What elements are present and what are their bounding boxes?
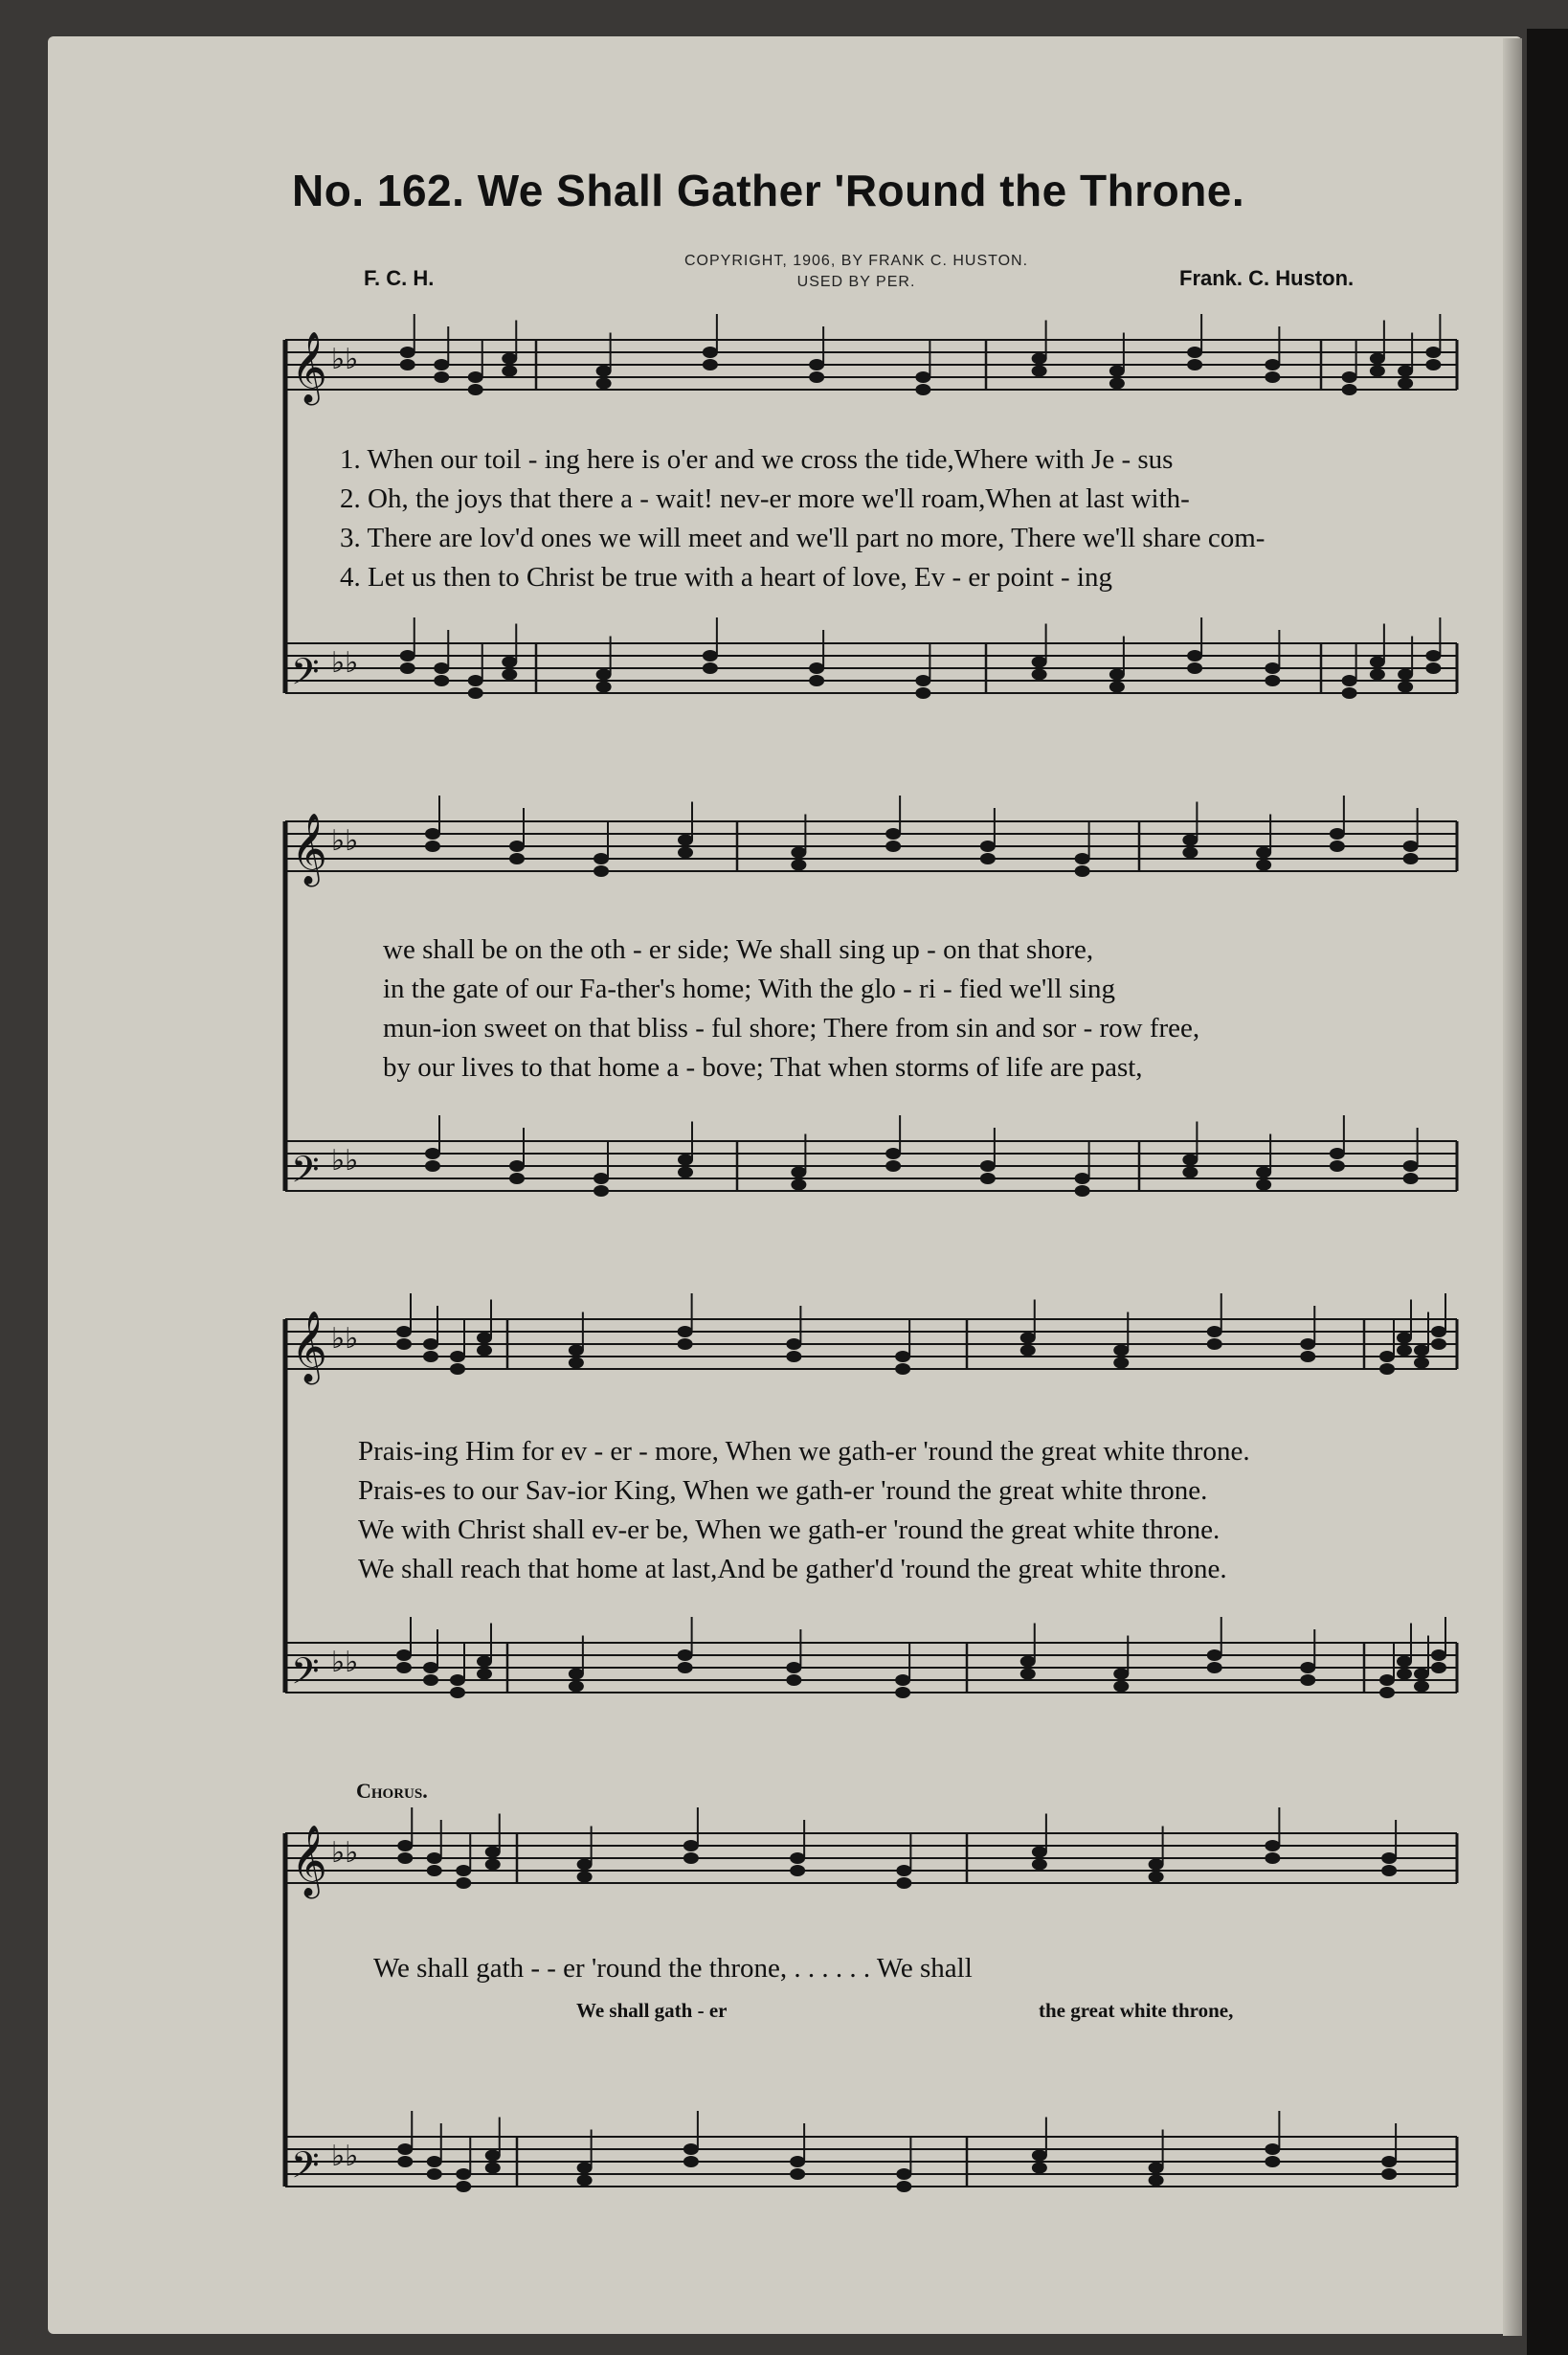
note-head — [594, 1185, 609, 1197]
note-head — [895, 1351, 910, 1362]
note-head — [791, 860, 806, 871]
note-head — [1182, 1167, 1198, 1178]
note-head — [1370, 669, 1385, 681]
note-head — [509, 1160, 525, 1172]
note-head — [1342, 371, 1357, 383]
note-head — [434, 371, 449, 383]
note-head — [1032, 1847, 1047, 1858]
treble-clef: 𝄞 — [291, 814, 327, 885]
note-head — [1075, 865, 1090, 877]
verse-2-line: in the gate of our Fa-ther's home; With the glo - ri - fied we'll sing — [383, 974, 1115, 1004]
note-head — [1342, 687, 1357, 699]
note-head — [915, 675, 930, 686]
note-head — [596, 366, 612, 377]
note-head — [423, 1338, 438, 1350]
note-head — [1397, 1669, 1412, 1680]
note-head — [790, 1852, 805, 1864]
note-head — [456, 1877, 471, 1889]
note-head — [1300, 1338, 1315, 1350]
note-head — [1149, 2163, 1164, 2174]
note-head — [502, 366, 517, 377]
note-head — [1370, 353, 1385, 365]
note-head — [1265, 662, 1280, 674]
note-head — [477, 1333, 492, 1344]
note-head — [1398, 669, 1413, 681]
note-head — [397, 2156, 413, 2167]
chorus-lyrics: We shall gath - - er 'round the throne, . . . . . . We shall — [373, 1953, 973, 1984]
note-head — [1265, 371, 1280, 383]
treble-clef: 𝄞 — [291, 332, 327, 403]
note-head — [703, 359, 718, 370]
note-head — [1379, 1687, 1395, 1698]
bass-clef: 𝄢 — [291, 1649, 320, 1701]
note-head — [1113, 1357, 1129, 1369]
note-head — [1342, 675, 1357, 686]
note-head — [477, 1345, 492, 1357]
note-head — [423, 1674, 438, 1686]
note-head — [594, 865, 609, 877]
note-head — [423, 1662, 438, 1673]
note-head — [450, 1687, 465, 1698]
verse-1-line: 1. When our toil - ing here is o'er and we cross the tide,Where with Je - sus — [340, 444, 1174, 475]
note-head — [1187, 347, 1202, 358]
note-head — [1398, 682, 1413, 693]
note-head — [400, 347, 415, 358]
note-head — [577, 1872, 593, 1883]
note-head — [434, 662, 449, 674]
chorus-bass-lyrics: We shall gath - er — [576, 1999, 728, 2022]
composer-credit: Frank. C. Huston. — [1179, 266, 1355, 290]
key-signature: ♭♭ — [331, 1322, 359, 1356]
note-head — [703, 347, 718, 358]
note-head — [1256, 860, 1271, 871]
key-signature: ♭♭ — [331, 343, 359, 376]
note-head — [915, 384, 930, 395]
note-head — [809, 675, 824, 686]
note-head — [400, 662, 415, 674]
note-head — [896, 1865, 911, 1876]
note-head — [683, 2143, 699, 2155]
note-head — [468, 371, 483, 383]
note-head — [456, 1865, 471, 1876]
key-signature: ♭♭ — [331, 2140, 359, 2173]
note-head — [683, 1852, 699, 1864]
note-head — [468, 675, 483, 686]
note-head — [1256, 1167, 1271, 1178]
note-head — [1149, 2175, 1164, 2187]
note-head — [569, 1345, 584, 1357]
note-head — [1182, 835, 1198, 846]
note-head — [1379, 1351, 1395, 1362]
key-signature: ♭♭ — [331, 1144, 359, 1178]
note-head — [1149, 1859, 1164, 1871]
note-head — [1381, 1865, 1397, 1876]
note-head — [577, 2163, 593, 2174]
note-head — [450, 1674, 465, 1686]
note-head — [1414, 1669, 1429, 1680]
note-head — [1342, 384, 1357, 395]
note-head — [427, 1865, 442, 1876]
note-head — [1113, 1345, 1129, 1357]
note-head — [569, 1357, 584, 1369]
note-head — [425, 841, 440, 852]
note-head — [1265, 1852, 1280, 1864]
note-head — [396, 1662, 412, 1673]
note-head — [1379, 1363, 1395, 1375]
note-head — [450, 1351, 465, 1362]
note-head — [1431, 1649, 1446, 1661]
permission-line: USED BY PER. — [796, 274, 916, 290]
note-head — [786, 1674, 801, 1686]
verse-4-line: 4. Let us then to Christ be true with a heart of love, Ev - er point - ing — [340, 562, 1112, 593]
note-head — [427, 1852, 442, 1864]
note-head — [1265, 675, 1280, 686]
verse-2-line: 2. Oh, the joys that there a - wait! nev-er more we'll roam,When at last with- — [340, 483, 1190, 514]
note-head — [569, 1669, 584, 1680]
note-head — [885, 1160, 901, 1172]
note-head — [400, 359, 415, 370]
key-signature: ♭♭ — [331, 1646, 359, 1679]
note-head — [434, 675, 449, 686]
note-head — [1425, 347, 1441, 358]
note-head — [809, 662, 824, 674]
verse-4-line: by our lives to that home a - bove; That when storms of life are past, — [383, 1052, 1143, 1083]
note-head — [1330, 1160, 1345, 1172]
note-head — [678, 847, 693, 859]
note-head — [1256, 1179, 1271, 1191]
note-head — [1182, 1155, 1198, 1166]
key-signature: ♭♭ — [331, 824, 359, 858]
verse-3-line: We with Christ shall ev-er be, When we gath-er 'round the great white throne. — [358, 1514, 1221, 1545]
note-head — [1370, 366, 1385, 377]
note-head — [1075, 853, 1090, 864]
note-head — [1256, 847, 1271, 859]
note-head — [895, 1674, 910, 1686]
note-head — [477, 1669, 492, 1680]
note-head — [786, 1338, 801, 1350]
note-head — [1431, 1662, 1446, 1673]
note-head — [485, 1847, 501, 1858]
note-head — [683, 2156, 699, 2167]
note-head — [1265, 2143, 1280, 2155]
note-head — [1414, 1345, 1429, 1357]
note-head — [790, 1865, 805, 1876]
note-head — [1414, 1357, 1429, 1369]
note-head — [456, 2168, 471, 2180]
note-head — [786, 1662, 801, 1673]
verse-lyrics-system-1 — [340, 440, 1265, 597]
verse-lyrics-system-3 — [358, 1432, 1250, 1589]
note-head — [678, 835, 693, 846]
note-head — [1265, 1840, 1280, 1851]
note-head — [1431, 1338, 1446, 1350]
note-head — [809, 371, 824, 383]
treble-clef: 𝄞 — [291, 1312, 327, 1382]
note-head — [1032, 2150, 1047, 2162]
key-signature: ♭♭ — [331, 646, 359, 680]
note-head — [1109, 669, 1125, 681]
note-head — [577, 1859, 593, 1871]
verse-2-line: Prais-es to our Sav-ior King, When we gath-er 'round the great white throne. — [358, 1475, 1208, 1506]
note-head — [1207, 1326, 1222, 1337]
note-head — [1398, 378, 1413, 390]
bass-clef: 𝄢 — [291, 1148, 320, 1200]
note-head — [425, 828, 440, 840]
note-head — [485, 2150, 501, 2162]
lyricist-credit: F. C. H. — [364, 266, 435, 290]
note-head — [895, 1363, 910, 1375]
note-head — [509, 841, 525, 852]
note-head — [1379, 1674, 1395, 1686]
note-head — [1330, 1148, 1345, 1159]
key-signature: ♭♭ — [331, 1836, 359, 1870]
note-head — [396, 1326, 412, 1337]
note-head — [678, 1338, 693, 1350]
note-head — [786, 1351, 801, 1362]
note-head — [1020, 1333, 1036, 1344]
note-head — [1397, 1345, 1412, 1357]
note-head — [400, 650, 415, 662]
note-head — [425, 1148, 440, 1159]
note-head — [915, 687, 930, 699]
note-head — [980, 1173, 996, 1184]
note-head — [791, 847, 806, 859]
note-head — [1403, 853, 1419, 864]
note-head — [895, 1687, 910, 1698]
note-head — [678, 1167, 693, 1178]
note-head — [1403, 1160, 1419, 1172]
note-head — [1403, 1173, 1419, 1184]
note-head — [596, 682, 612, 693]
note-head — [896, 2181, 911, 2192]
note-head — [1381, 2168, 1397, 2180]
note-head — [1330, 828, 1345, 840]
note-head — [397, 1852, 413, 1864]
note-head — [1075, 1185, 1090, 1197]
note-head — [1032, 657, 1047, 668]
note-head — [1414, 1681, 1429, 1693]
note-head — [1265, 359, 1280, 370]
note-head — [1187, 359, 1202, 370]
note-head — [1381, 2156, 1397, 2167]
note-head — [678, 1155, 693, 1166]
note-head — [1381, 1852, 1397, 1864]
note-head — [596, 378, 612, 390]
note-head — [485, 2163, 501, 2174]
note-head — [434, 359, 449, 370]
note-head — [896, 2168, 911, 2180]
note-head — [1149, 1872, 1164, 1883]
note-head — [1425, 359, 1441, 370]
note-head — [1020, 1669, 1036, 1680]
verse-3-line: mun-ion sweet on that bliss - ful shore; There from sin and sor - row free, — [383, 1013, 1200, 1043]
note-head — [790, 2168, 805, 2180]
note-head — [1403, 841, 1419, 852]
note-head — [1397, 1656, 1412, 1668]
note-head — [1032, 366, 1047, 377]
note-head — [809, 359, 824, 370]
note-head — [456, 2181, 471, 2192]
note-head — [1300, 1674, 1315, 1686]
note-head — [683, 1840, 699, 1851]
note-head — [1425, 662, 1441, 674]
note-head — [427, 2156, 442, 2167]
bass-clef: 𝄢 — [291, 650, 320, 702]
note-head — [569, 1681, 584, 1693]
note-head — [678, 1662, 693, 1673]
note-head — [502, 353, 517, 365]
note-head — [980, 1160, 996, 1172]
note-head — [1300, 1351, 1315, 1362]
note-head — [397, 1840, 413, 1851]
note-head — [1207, 1338, 1222, 1350]
note-head — [450, 1363, 465, 1375]
note-head — [425, 1160, 440, 1172]
chorus-bass-lyrics-2: the great white throne, — [1039, 1999, 1234, 2022]
note-head — [1300, 1662, 1315, 1673]
note-head — [915, 371, 930, 383]
note-head — [896, 1877, 911, 1889]
hymn-title: No. 162. We Shall Gather 'Round the Throne. — [292, 166, 1245, 215]
note-head — [1431, 1326, 1446, 1337]
note-head — [1207, 1649, 1222, 1661]
note-head — [980, 841, 996, 852]
note-head — [477, 1656, 492, 1668]
note-head — [577, 2175, 593, 2187]
note-head — [1265, 2156, 1280, 2167]
treble-clef: 𝄞 — [291, 1826, 327, 1896]
note-head — [396, 1338, 412, 1350]
note-head — [468, 384, 483, 395]
note-head — [791, 1179, 806, 1191]
note-head — [509, 1173, 525, 1184]
note-head — [1207, 1662, 1222, 1673]
note-head — [427, 2168, 442, 2180]
note-head — [678, 1326, 693, 1337]
verse-3-line: 3. There are lov'd ones we will meet and we'll part no more, There we'll share com- — [340, 523, 1266, 553]
note-head — [1398, 366, 1413, 377]
note-head — [502, 657, 517, 668]
note-head — [1032, 353, 1047, 365]
note-head — [1109, 682, 1125, 693]
note-head — [509, 853, 525, 864]
note-head — [1425, 650, 1441, 662]
note-head — [1187, 650, 1202, 662]
note-head — [1187, 662, 1202, 674]
note-head — [1032, 2163, 1047, 2174]
note-head — [594, 853, 609, 864]
note-head — [885, 828, 901, 840]
note-head — [1397, 1333, 1412, 1344]
note-head — [1075, 1173, 1090, 1184]
note-head — [397, 2143, 413, 2155]
note-head — [1182, 847, 1198, 859]
note-head — [703, 662, 718, 674]
note-head — [1109, 378, 1125, 390]
chorus-label: Chorus. — [356, 1779, 428, 1803]
note-head — [1020, 1345, 1036, 1357]
note-head — [1032, 669, 1047, 681]
copyright-line: COPYRIGHT, 1906, BY FRANK C. HUSTON. — [684, 253, 1029, 269]
note-head — [1370, 657, 1385, 668]
note-head — [1032, 1859, 1047, 1871]
note-head — [396, 1649, 412, 1661]
note-head — [1113, 1669, 1129, 1680]
note-head — [423, 1351, 438, 1362]
note-head — [678, 1649, 693, 1661]
verse-lyrics-system-2 — [383, 931, 1199, 1088]
note-head — [703, 650, 718, 662]
note-head — [885, 841, 901, 852]
note-head — [1020, 1656, 1036, 1668]
note-head — [594, 1173, 609, 1184]
note-head — [980, 853, 996, 864]
verse-1-line: we shall be on the oth - er side; We shall sing up - on that shore, — [383, 934, 1094, 965]
note-head — [791, 1167, 806, 1178]
note-head — [468, 687, 483, 699]
note-head — [485, 1859, 501, 1871]
note-head — [885, 1148, 901, 1159]
verse-4-line: We shall reach that home at last,And be gather'd 'round the great white throne. — [358, 1554, 1227, 1584]
verse-1-line: Prais-ing Him for ev - er - more, When we gath-er 'round the great white throne. — [358, 1436, 1250, 1467]
note-head — [596, 669, 612, 681]
bass-clef: 𝄢 — [291, 2143, 320, 2195]
note-head — [1109, 366, 1125, 377]
note-head — [1113, 1681, 1129, 1693]
note-head — [1330, 841, 1345, 852]
note-head — [790, 2156, 805, 2167]
note-head — [502, 669, 517, 681]
